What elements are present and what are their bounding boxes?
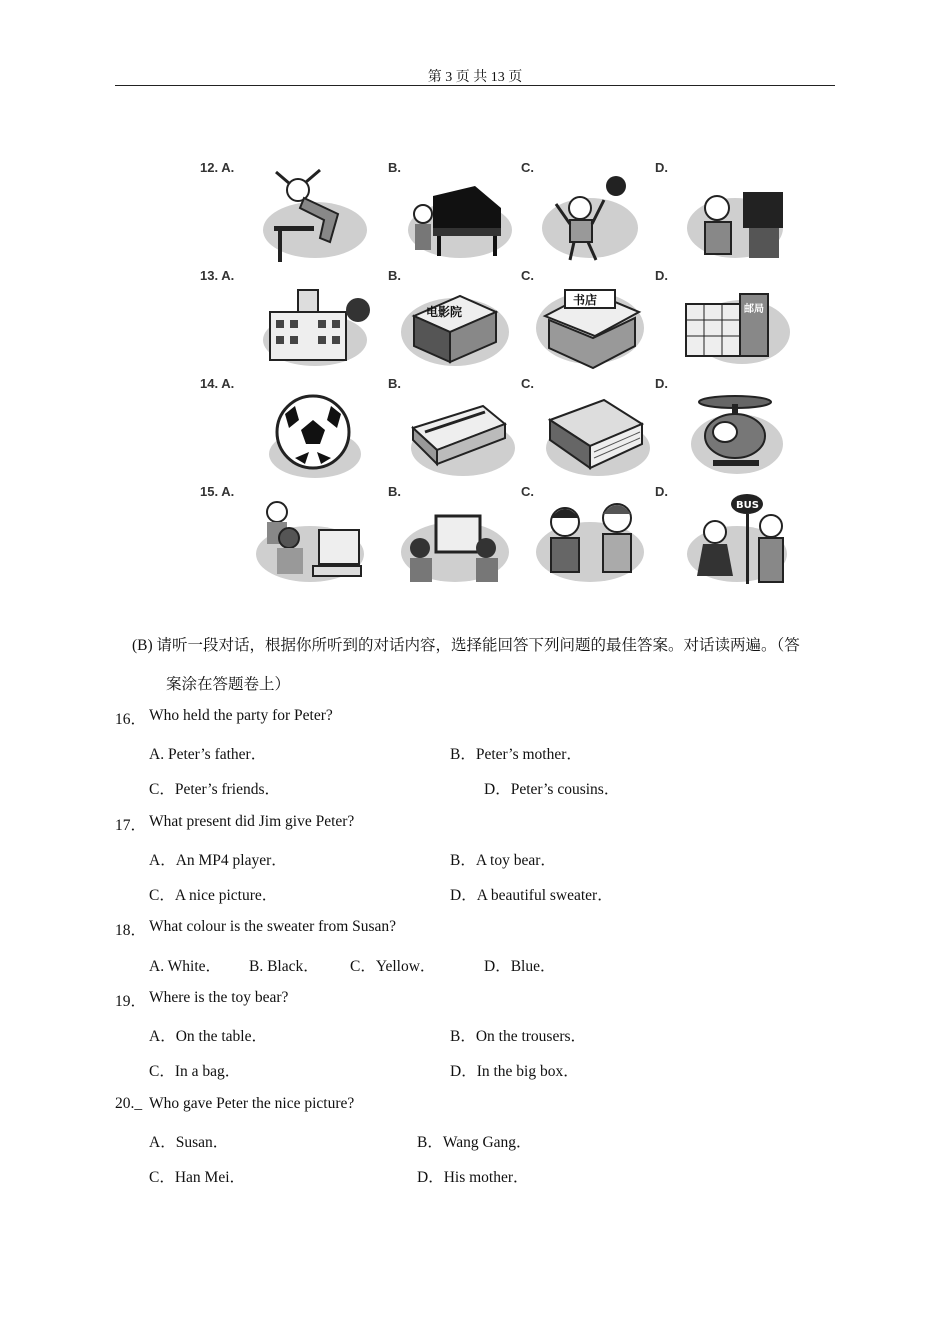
header-rule — [115, 85, 835, 86]
picture-question-13 — [200, 268, 820, 374]
option-a[interactable]: A．An MP4 player． — [149, 852, 287, 869]
bookstore-sign: 书店 — [573, 293, 598, 307]
boy-playing-piano-icon[interactable] — [405, 168, 515, 264]
option-d[interactable]: D．Blue． — [484, 958, 556, 975]
option-a[interactable]: A. White． — [149, 958, 222, 975]
question-number: 17． — [115, 817, 147, 834]
option-a[interactable]: A. Peter’s father． — [149, 746, 267, 763]
option-c[interactable]: C．Peter’s friends． — [149, 781, 281, 798]
option-c[interactable]: C．A nice picture． — [149, 887, 278, 904]
option-b[interactable]: B．A toy bear． — [450, 852, 556, 869]
option-label-c: C. — [521, 376, 534, 391]
question-text: Where is the toy bear? — [149, 989, 289, 1006]
question-text: Who held the party for Peter? — [149, 707, 333, 724]
option-b[interactable]: B. Black． — [249, 958, 319, 975]
picture-question-14 — [200, 376, 820, 482]
question-text: What colour is the sweater from Susan? — [149, 918, 397, 935]
option-d[interactable]: D．Peter’s cousins． — [484, 781, 620, 798]
cinema-sign: 电影院 — [426, 305, 463, 319]
football-icon[interactable] — [265, 384, 375, 480]
option-label-c: C. — [521, 268, 534, 283]
option-label-d: D. — [655, 376, 668, 391]
page-header: 第 3 页 共 13 页 — [427, 70, 523, 85]
question-number: 19． — [115, 993, 147, 1010]
section-b-instruction: (B) 请听一段对话，根据你所听到的对话内容，选择能回答下列问题的最佳答案。对话读两遍。（答 — [132, 637, 800, 654]
kids-at-bus-stop-icon[interactable] — [685, 492, 795, 588]
option-label-c: C. — [521, 160, 534, 175]
dictionary-icon[interactable] — [540, 384, 650, 480]
boy-watching-tv-icon[interactable] — [685, 168, 795, 264]
section-b-instruction-cont: 案涂在答题卷上） — [166, 676, 291, 693]
question-number: 14. A. — [200, 376, 235, 391]
boy-jumping-hurdle-icon[interactable] — [260, 168, 370, 264]
option-label-d: D. — [655, 268, 668, 283]
post-office-icon[interactable] — [680, 276, 790, 372]
option-label-d: D. — [655, 160, 668, 175]
bus-sign: BUS — [736, 500, 759, 511]
option-a[interactable]: A．Susan． — [149, 1134, 229, 1151]
kids-at-computer-icon[interactable] — [255, 492, 365, 588]
question-number: 18． — [115, 922, 147, 939]
option-label-b: B. — [388, 268, 401, 283]
option-label-c: C. — [521, 484, 534, 499]
question-number: 15. A. — [200, 484, 235, 499]
option-label-d: D. — [655, 484, 668, 499]
option-c[interactable]: C．In a bag． — [149, 1063, 241, 1080]
bookstore-icon[interactable] — [535, 276, 645, 372]
option-c[interactable]: C．Yellow． — [350, 958, 436, 975]
toy-helicopter-icon[interactable] — [685, 384, 795, 480]
option-c[interactable]: C．Han Mei． — [149, 1169, 246, 1186]
option-b[interactable]: B．Peter’s mother． — [450, 746, 582, 763]
question-number: 13. A. — [200, 268, 235, 283]
option-b[interactable]: B．Wang Gang． — [417, 1134, 532, 1151]
question-text: Who gave Peter the nice picture? — [149, 1095, 355, 1112]
option-a[interactable]: A．On the table． — [149, 1028, 267, 1045]
question-text: What present did Jim give Peter? — [149, 813, 355, 830]
kids-watching-tv-icon[interactable] — [400, 492, 510, 588]
two-kids-talking-icon[interactable] — [535, 492, 645, 588]
picture-question-15 — [200, 484, 820, 590]
option-d[interactable]: D．In the big box． — [450, 1063, 579, 1080]
post-office-sign: 邮局 — [744, 304, 764, 315]
pencil-box-icon[interactable] — [405, 384, 515, 480]
question-number: 12. A. — [200, 160, 235, 175]
school-building-icon[interactable] — [260, 276, 370, 372]
option-label-b: B. — [388, 484, 401, 499]
option-label-b: B. — [388, 160, 401, 175]
cinema-icon[interactable] — [400, 276, 510, 372]
option-d[interactable]: D．A beautiful sweater． — [450, 887, 613, 904]
question-number: 16． — [115, 711, 147, 728]
question-number: 20._ — [115, 1095, 143, 1112]
option-label-b: B. — [388, 376, 401, 391]
option-b[interactable]: B．On the trousers． — [450, 1028, 587, 1045]
option-d[interactable]: D．His mother． — [417, 1169, 529, 1186]
picture-question-12 — [200, 160, 820, 266]
boy-playing-ball-icon[interactable] — [540, 168, 650, 264]
